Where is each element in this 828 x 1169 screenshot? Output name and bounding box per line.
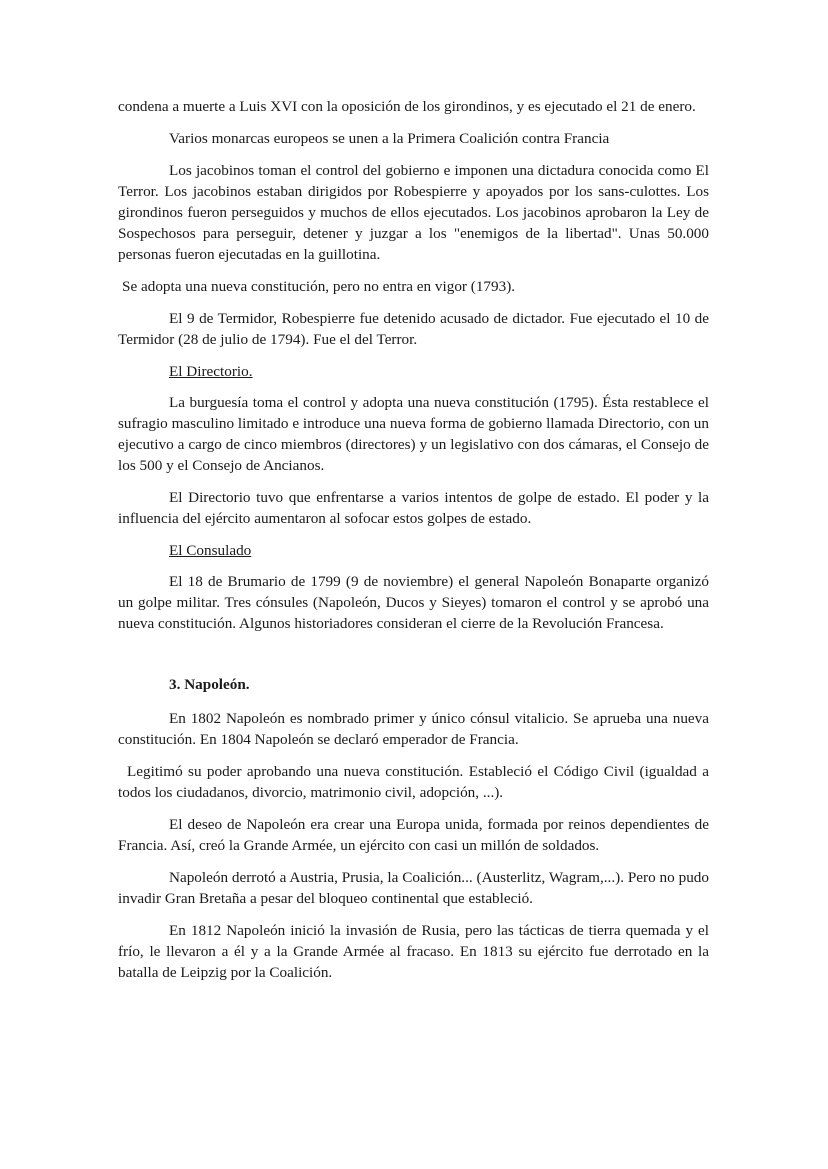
paragraph-primera-coalicion: Varios monarcas europeos se unen a la Primera Coalición contra Francia — [169, 130, 610, 147]
paragraph-rusia: En 1812 Napoleón inició la invasión de Rusia, pero las tácticas de tierra quemada y el frío, le llevaron a él y a la Grande Armée al fracaso. En 1813 su ejército fue derrotado en la batalla de Leipzig por la Coalición. — [118, 922, 709, 981]
paragraph-directorio-golpes: El Directorio tuvo que enfrentarse a varios intentos de golpe de estado. El poder y la influencia del ejército aumentaron al sofocar estos golpes de estado. — [118, 489, 709, 527]
paragraph-constitucion-1793: Se adopta una nueva constitución, pero no entra en vigor (1793). — [122, 278, 516, 295]
paragraph-termidor: El 9 de Termidor, Robespierre fue detenido acusado de dictador. Fue ejecutado el 10 de Termidor (28 de julio de 1794). Fue el del Terror. — [118, 310, 709, 348]
document-body — [118, 96, 709, 994]
paragraph-el-terror: Los jacobinos toman el control del gobierno e imponen una dictadura conocida como El Terror. Los jacobinos estaban dirigidos por Robespierre y apoyados por los sans-culottes. Los girondinos fueron perseguidos y muchos de ellos ejecutados. Los jacobinos aprobaron la Ley de Sospechosos para perseguir, detener y juzgar a los "enemigos de la libertad". Unas 50.000 personas fueron ejecutadas en la guillotina. — [118, 162, 709, 263]
paragraph-victorias: Napoleón derrotó a Austria, Prusia, la Coalición... (Austerlitz, Wagram,...). Pero no pudo invadir Gran Bretaña a pesar del bloqueo continental que estableció. — [118, 869, 709, 907]
section-title-napoleon: 3. Napoleón. — [169, 676, 250, 693]
paragraph-codigo-civil: Legitimó su poder aprobando una nueva constitución. Estableció el Código Civil (igualdad a todos los ciudadanos, divorcio, matrimonio civil, adopción, ...). — [118, 763, 709, 801]
heading-directorio: El Directorio. — [169, 363, 253, 380]
paragraph-grande-armee: El deseo de Napoleón era crear una Europa unida, formada por reinos dependientes de Francia. Así, creó la Grande Armée, un ejército con casi un millón de soldados. — [118, 816, 709, 854]
paragraph-directorio-constitucion: La burguesía toma el control y adopta una nueva constitución (1795). Ésta restablece el sufragio masculino limitado e introduce una nueva forma de gobierno llamada Directorio, con un ejecutivo a cargo de cinco miembros (directores) y un legislativo con dos cámaras, el Consejo de los 500 y el Consejo de Ancianos. — [118, 394, 709, 474]
paragraph-luis-xvi: condena a muerte a Luis XVI con la oposición de los girondinos, y es ejecutado el 21 de enero. — [118, 98, 696, 115]
heading-consulado: El Consulado — [169, 542, 252, 559]
paragraph-consul-vitalicio: En 1802 Napoleón es nombrado primer y único cónsul vitalicio. Se aprueba una nueva constitución. En 1804 Napoleón se declaró emperador de Francia. — [118, 710, 709, 748]
paragraph-brumario: El 18 de Brumario de 1799 (9 de noviembre) el general Napoleón Bonaparte organizó un golpe militar. Tres cónsules (Napoleón, Ducos y Sieyes) tomaron el control y se aprobó una nueva constitución. Algunos historiadores consideran el cierre de la Revolución Francesa. — [118, 573, 709, 632]
